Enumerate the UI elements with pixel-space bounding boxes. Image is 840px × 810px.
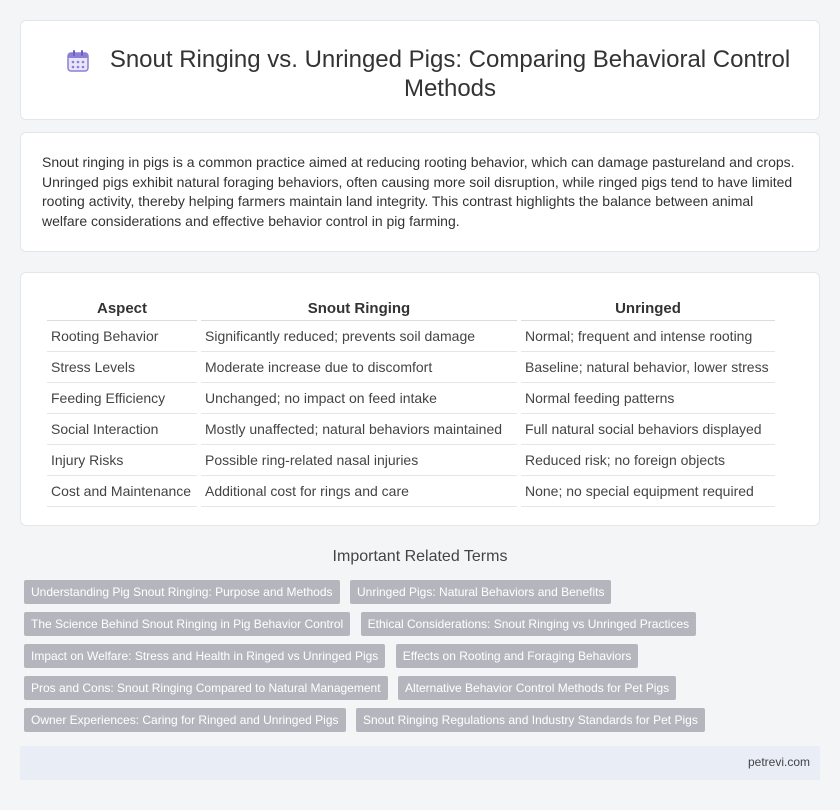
- tag-row: [24, 612, 804, 644]
- footer-site-link[interactable]: petrevi.com: [747, 755, 810, 769]
- related-term-link[interactable]: Alternative Behavior Control Methods for Pet Pigs: [398, 676, 676, 700]
- table-cell: Unchanged; no impact on feed intake: [201, 383, 517, 414]
- table-cell: Significantly reduced; prevents soil damage: [201, 321, 517, 352]
- table-row: [47, 414, 775, 445]
- footer: [20, 746, 820, 780]
- table-row: [47, 476, 775, 507]
- page-title: Snout Ringing vs. Unringed Pigs: Comparing Behavioral Control Methods: [109, 46, 791, 102]
- calendar-icon: [65, 48, 91, 74]
- table-cell: Possible ring-related nasal injuries: [201, 445, 517, 476]
- tag-row: [24, 644, 804, 676]
- table-cell: Cost and Maintenance: [47, 476, 197, 507]
- related-term-link[interactable]: Impact on Welfare: Stress and Health in Ringed vs Unringed Pigs: [24, 644, 385, 668]
- related-term-link[interactable]: Owner Experiences: Caring for Ringed and Unringed Pigs: [24, 708, 346, 732]
- related-term-link[interactable]: Effects on Rooting and Foraging Behaviors: [396, 644, 639, 668]
- table-cell: Baseline; natural behavior, lower stress: [521, 352, 775, 383]
- related-term-link[interactable]: Unringed Pigs: Natural Behaviors and Benefits: [350, 580, 611, 604]
- column-header-aspect: Aspect: [47, 297, 197, 321]
- table-row: [47, 445, 775, 476]
- tag-row: [24, 708, 804, 740]
- table-cell: Mostly unaffected; natural behaviors maintained: [201, 414, 517, 445]
- tag-row: [24, 676, 804, 708]
- related-term-link[interactable]: Ethical Considerations: Snout Ringing vs Unringed Practices: [361, 612, 697, 636]
- related-term-link[interactable]: Understanding Pig Snout Ringing: Purpose and Methods: [24, 580, 340, 604]
- table-cell: Injury Risks: [47, 445, 197, 476]
- title-wrap: [21, 45, 819, 103]
- table-cell: Stress Levels: [47, 352, 197, 383]
- related-term-link[interactable]: Snout Ringing Regulations and Industry Standards for Pet Pigs: [356, 708, 705, 732]
- column-header-unringed: Unringed: [521, 297, 775, 321]
- intro-paragraph: Snout ringing in pigs is a common practice aimed at reducing rooting behavior, which can damage pastureland and crops. Unringed pigs exhibit natural foraging behaviors, often causing more soil disruption, while ringed pigs tend to have limited rooting activity, thereby helping farmers maintain land integrity. This contrast highlights the balance between animal welfare considerations and effective behavior control in pig farming.: [42, 154, 795, 229]
- comparison-table-card: [20, 272, 820, 526]
- table-cell: Normal feeding patterns: [521, 383, 775, 414]
- table-cell: Additional cost for rings and care: [201, 476, 517, 507]
- intro-card: [20, 132, 820, 252]
- table-row: [47, 383, 775, 414]
- table-cell: Moderate increase due to discomfort: [201, 352, 517, 383]
- table-cell: None; no special equipment required: [521, 476, 775, 507]
- header-card: [20, 20, 820, 120]
- tag-row: [24, 580, 804, 612]
- table-cell: Feeding Efficiency: [47, 383, 197, 414]
- related-term-link[interactable]: Pros and Cons: Snout Ringing Compared to Natural Management: [24, 676, 388, 700]
- table-row: [47, 352, 775, 383]
- table-cell: Reduced risk; no foreign objects: [521, 445, 775, 476]
- table-cell: Rooting Behavior: [47, 321, 197, 352]
- table-header-row: [47, 297, 775, 321]
- related-terms-title: Important Related Terms: [332, 548, 508, 565]
- related-term-link[interactable]: The Science Behind Snout Ringing in Pig Behavior Control: [24, 612, 350, 636]
- related-terms-list: [24, 580, 804, 740]
- table-cell: Social Interaction: [47, 414, 197, 445]
- table-row: [47, 321, 775, 352]
- table-cell: Normal; frequent and intense rooting: [521, 321, 775, 352]
- comparison-table: [43, 297, 779, 507]
- table-cell: Full natural social behaviors displayed: [521, 414, 775, 445]
- column-header-snout-ringing: Snout Ringing: [201, 297, 517, 321]
